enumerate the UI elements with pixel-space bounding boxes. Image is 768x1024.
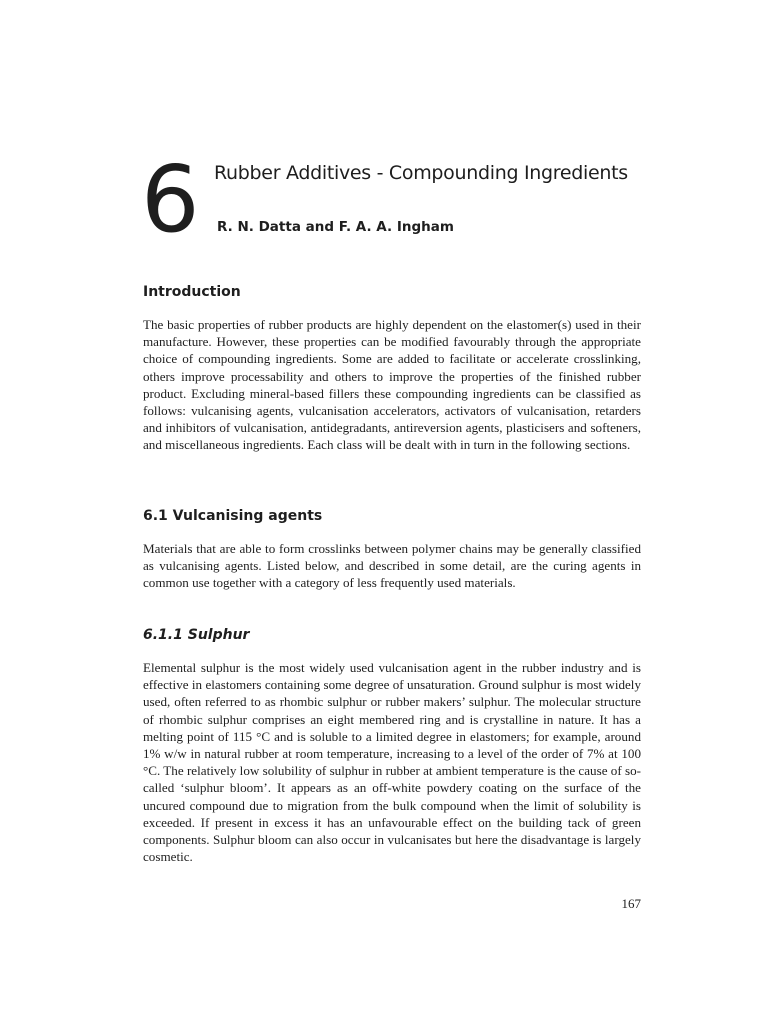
chapter-title: Rubber Additives - Compounding Ingredients bbox=[214, 162, 628, 184]
introduction-heading: Introduction bbox=[143, 284, 241, 300]
page-number: 167 bbox=[621, 896, 641, 911]
sulphur-paragraph: Elemental sulphur is the most widely used vulcanisation agent in the rubber industry and is effective in elastomers containing some degree of unsaturation. Ground sulphur is most widely used, often referred to as rhombic sulphur or rubber makers’ sulphur. The molecular structure of rhombic sulphur comprises an eight membered ring and is crystalline in nature. It has a melting point of 115 °C and is soluble to a limited degree in elastomers; for example, around 1% w/w in natural rubber at room temperature, increasing to a level of the order of 7% at 100 °C. The relatively low solubility of sulphur in rubber at ambient temperature is the cause of so-called ‘sulphur bloom’. It appears as an off-white powdery coating on the surface of the uncured compound due to migration from the bulk compound when the limit of solubility is exceeded. If present in excess it has an unfavourable effect on the building tack of green components. Sulphur bloom can also occur in vulcanisates but here the disadvantage is largely cosmetic. bbox=[143, 660, 641, 865]
chapter-number: 6 bbox=[141, 146, 200, 253]
introduction-paragraph: The basic properties of rubber products are highly dependent on the elastomer(s) used in their manufacture. However, these properties can be modified favourably through the appropriate choice of compounding ingredients. Some are added to facilitate or accelerate crosslinking, others improve processability and others to improve the properties of the finished rubber product. Excluding mineral-based fillers these compounding ingredients can be classified as follows: vulcanising agents, vulcanisation accelerators, activators of vulcanisation, retarders and inhibitors of vulcanisation, antidegradants, antireversion agents, plasticisers and softeners, and miscellaneous ingredients. Each class will be dealt with in turn in the following sections. bbox=[143, 317, 641, 453]
sulphur-heading: 6.1.1 Sulphur bbox=[143, 627, 250, 643]
vulcanising-agents-heading: 6.1 Vulcanising agents bbox=[143, 508, 323, 524]
vulcanising-agents-paragraph: Materials that are able to form crosslinks between polymer chains may be generally classified as vulcanising agents. Listed below, and described in some detail, are the curing agents in common use together with a category of less frequently used materials. bbox=[143, 541, 641, 591]
chapter-authors: R. N. Datta and F. A. A. Ingham bbox=[217, 219, 454, 235]
